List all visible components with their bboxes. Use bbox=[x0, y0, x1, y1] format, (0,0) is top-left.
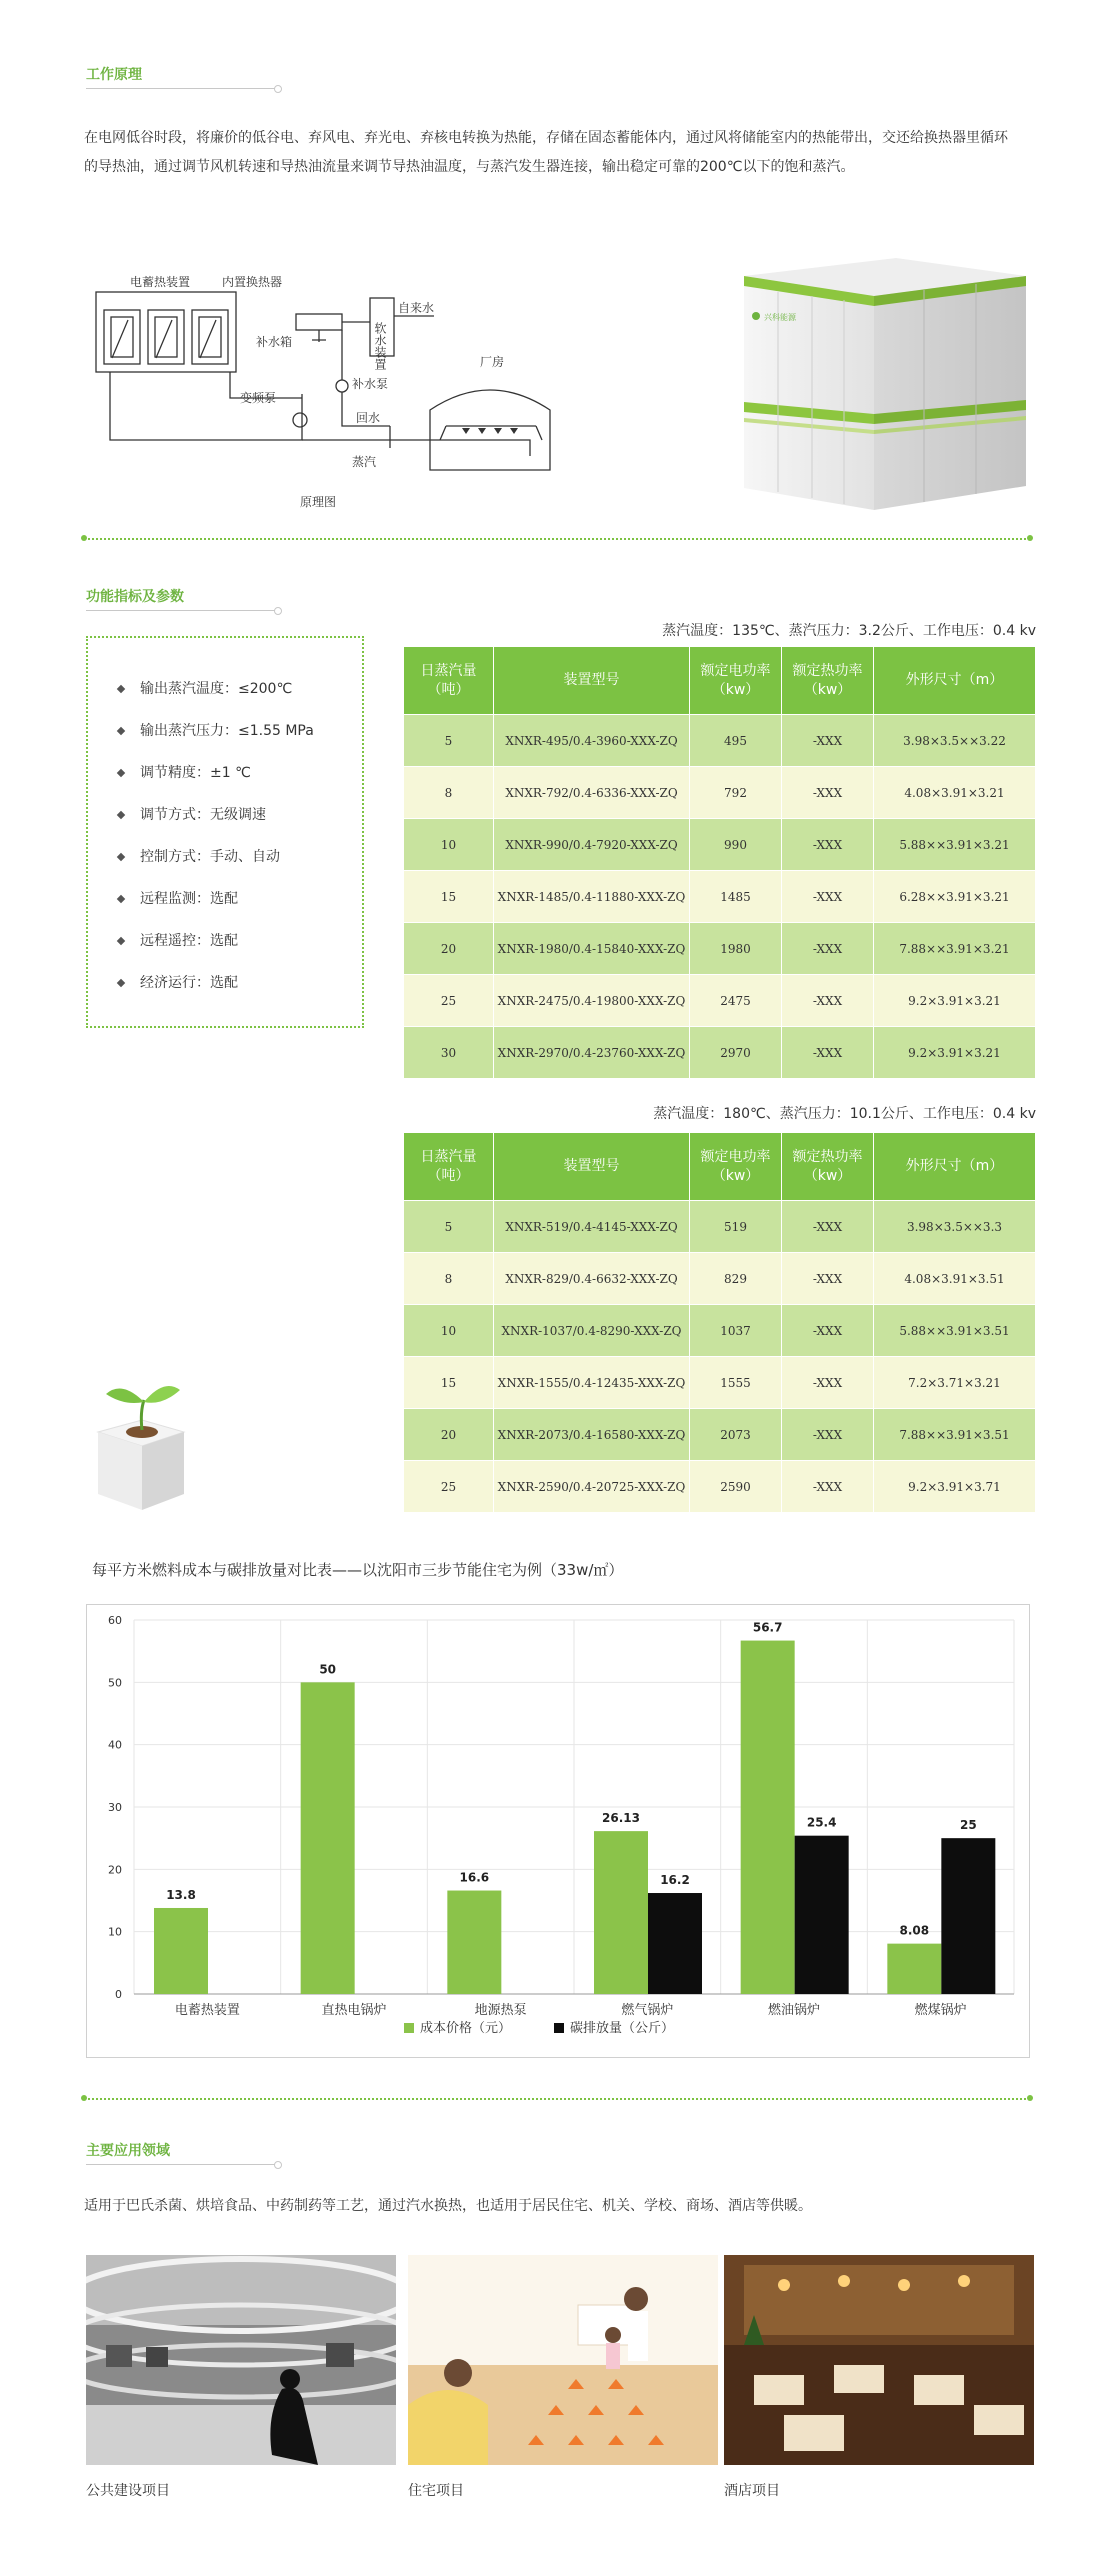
diamond-bullet-icon bbox=[117, 895, 125, 903]
table-cell: -XXX bbox=[782, 871, 874, 923]
principle-diagram bbox=[90, 270, 570, 510]
table-row bbox=[404, 819, 1036, 871]
table2-condition: 蒸汽温度：180℃、蒸汽压力：10.1公斤、工作电压：0.4 kv bbox=[653, 1106, 1036, 1122]
table-cell: XNXR-495/0.4-3960-XXX-ZQ bbox=[494, 715, 690, 767]
param-text: 调节方式：无级调速 bbox=[140, 807, 266, 823]
table-cell: 4.08×3.91×3.51 bbox=[874, 1253, 1036, 1305]
table-cell: 7.88××3.91×3.51 bbox=[874, 1409, 1036, 1461]
table-cell: XNXR-2970/0.4-23760-XXX-ZQ bbox=[494, 1027, 690, 1079]
diamond-bullet-icon bbox=[117, 727, 125, 735]
svg-text:软水装置: 软水装置 bbox=[373, 322, 387, 370]
x-tick-label: 燃气锅炉 bbox=[621, 2003, 674, 2018]
legend-swatch bbox=[404, 2023, 414, 2033]
table-cell: 9.2×3.91×3.21 bbox=[874, 1027, 1036, 1079]
param-text: 远程遥控：选配 bbox=[140, 933, 238, 949]
diamond-bullet-icon bbox=[117, 769, 125, 777]
table-row bbox=[404, 923, 1036, 975]
table-cell: -XXX bbox=[782, 1027, 874, 1079]
table-cell: -XXX bbox=[782, 1253, 874, 1305]
y-tick-label: 30 bbox=[108, 1801, 122, 1814]
table-cell: -XXX bbox=[782, 1409, 874, 1461]
data-label: 56.7 bbox=[752, 1620, 783, 1635]
table-cell: 7.88××3.91×3.21 bbox=[874, 923, 1036, 975]
photo-caption-hotel: 酒店项目 bbox=[724, 2483, 780, 2499]
diagram-caption: 原理图 bbox=[300, 495, 337, 509]
data-label: 25 bbox=[959, 1818, 977, 1833]
table-header-cell: 装置型号 bbox=[494, 1133, 690, 1201]
table-row bbox=[404, 1253, 1036, 1305]
param-text: 经济运行：选配 bbox=[140, 975, 238, 991]
param-item bbox=[118, 794, 362, 836]
bar-carbon bbox=[941, 1838, 995, 1994]
label-factory: 厂房 bbox=[480, 355, 505, 369]
label-return: 回水 bbox=[356, 411, 381, 425]
param-text: 输出蒸汽温度：≤200℃ bbox=[140, 681, 293, 697]
photo-hotel bbox=[724, 2255, 1034, 2465]
table-cell: 1555 bbox=[690, 1357, 782, 1409]
table-cell: 10 bbox=[404, 1305, 494, 1357]
param-text: 远程监测：选配 bbox=[140, 891, 238, 907]
label-tank: 补水箱 bbox=[256, 335, 293, 349]
bar-cost bbox=[741, 1641, 795, 1994]
table-cell: XNXR-2073/0.4-16580-XXX-ZQ bbox=[494, 1409, 690, 1461]
y-tick-label: 40 bbox=[108, 1738, 122, 1752]
y-tick-label: 10 bbox=[108, 1925, 122, 1939]
table-row bbox=[404, 1357, 1036, 1409]
data-label: 8.08 bbox=[899, 1923, 930, 1938]
table-cell: -XXX bbox=[782, 1357, 874, 1409]
principle-text: 在电网低谷时段，将廉价的低谷电、弃风电、弃光电、弃核电转换为热能，存储在固态蓄能体内，通过风将储能室内的热能带出，交还给换热器里循环的导热油，通过调节风机转速和导热油流量来调节导热油温度，与蒸汽发生器连接，输出稳定可靠的200℃以下的饱和蒸汽。 bbox=[84, 130, 1008, 175]
table-cell: 20 bbox=[404, 1409, 494, 1461]
data-label: 26.13 bbox=[602, 1811, 640, 1826]
table-cell: 10 bbox=[404, 819, 494, 871]
x-tick-label: 直热电锅炉 bbox=[321, 2003, 387, 2018]
table-cell: -XXX bbox=[782, 767, 874, 819]
table-cell: 3.98×3.5××3.3 bbox=[874, 1201, 1036, 1253]
bar-cost bbox=[154, 1908, 208, 1994]
table-cell: -XXX bbox=[782, 1305, 874, 1357]
label-softener bbox=[373, 322, 387, 370]
table-cell: 2590 bbox=[690, 1461, 782, 1513]
data-label: 50 bbox=[319, 1662, 337, 1677]
diamond-bullet-icon bbox=[117, 811, 125, 819]
table-cell: 829 bbox=[690, 1253, 782, 1305]
x-tick-label: 电蓄热装置 bbox=[174, 2003, 240, 2018]
table-header-row bbox=[404, 1133, 1036, 1201]
photo-caption-residential: 住宅项目 bbox=[408, 2483, 464, 2499]
param-text: 输出蒸汽压力：≤1.55 MPa bbox=[140, 723, 314, 739]
label-steam: 蒸汽 bbox=[352, 455, 377, 469]
data-label: 16.6 bbox=[459, 1870, 490, 1885]
photo-caption-public: 公共建设项目 bbox=[86, 2483, 170, 2499]
table-cell: XNXR-519/0.4-4145-XXX-ZQ bbox=[494, 1201, 690, 1253]
table-row bbox=[404, 1409, 1036, 1461]
table-row bbox=[404, 1305, 1036, 1357]
section-title-applications: 主要应用领域 bbox=[86, 2143, 170, 2159]
x-tick-label: 燃油锅炉 bbox=[767, 2003, 821, 2018]
table-cell: 25 bbox=[404, 975, 494, 1027]
x-tick-label: 燃煤锅炉 bbox=[914, 2003, 967, 2018]
table-cell: 30 bbox=[404, 1027, 494, 1079]
table-header-cell: 额定热功率（kw） bbox=[782, 647, 874, 715]
table-cell: 9.2×3.91×3.71 bbox=[874, 1461, 1036, 1513]
param-item bbox=[118, 710, 362, 752]
table-header-cell: 日蒸汽量（吨） bbox=[404, 647, 494, 715]
table-cell: XNXR-1037/0.4-8290-XXX-ZQ bbox=[494, 1305, 690, 1357]
table-cell: 15 bbox=[404, 1357, 494, 1409]
table-cell: 3.98×3.5××3.22 bbox=[874, 715, 1036, 767]
bar-cost bbox=[447, 1891, 501, 1994]
legend-label: 碳排放量（公斤） bbox=[570, 2021, 675, 2036]
table-cell: XNXR-2475/0.4-19800-XXX-ZQ bbox=[494, 975, 690, 1027]
table-row bbox=[404, 871, 1036, 923]
bar-carbon bbox=[795, 1836, 849, 1994]
photo-public-building bbox=[86, 2255, 396, 2465]
table-cell: 5.88××3.91×3.51 bbox=[874, 1305, 1036, 1357]
param-text: 调节精度：±1 ℃ bbox=[140, 765, 251, 781]
device-logo: 兴科能源 bbox=[764, 313, 796, 322]
param-item bbox=[118, 962, 362, 1004]
table-cell: 1980 bbox=[690, 923, 782, 975]
table-cell: 2475 bbox=[690, 975, 782, 1027]
table-header-cell: 日蒸汽量（吨） bbox=[404, 1133, 494, 1201]
table-cell: 9.2×3.91×3.21 bbox=[874, 975, 1036, 1027]
y-tick-label: 0 bbox=[115, 1988, 122, 2001]
table-cell: 519 bbox=[690, 1201, 782, 1253]
bar-cost bbox=[594, 1831, 648, 1994]
table-header-cell: 额定电功率（kw） bbox=[690, 647, 782, 715]
table-cell: XNXR-1555/0.4-12435-XXX-ZQ bbox=[494, 1357, 690, 1409]
table-header-cell: 额定电功率（kw） bbox=[690, 1133, 782, 1201]
section-divider bbox=[84, 2098, 1030, 2100]
table-row bbox=[404, 1027, 1036, 1079]
label-pump-make: 补水泵 bbox=[352, 377, 389, 391]
label-storage: 电蓄热装置 bbox=[130, 275, 191, 289]
table-cell: 5.88××3.91×3.21 bbox=[874, 819, 1036, 871]
y-tick-label: 20 bbox=[108, 1863, 122, 1877]
table-cell: 7.2×3.71×3.21 bbox=[874, 1357, 1036, 1409]
param-item bbox=[118, 836, 362, 878]
table-row bbox=[404, 767, 1036, 819]
table-row bbox=[404, 1201, 1036, 1253]
table-cell: 20 bbox=[404, 923, 494, 975]
table-header-cell: 外形尺寸（m） bbox=[874, 647, 1036, 715]
diamond-bullet-icon bbox=[117, 979, 125, 987]
table-cell: 1485 bbox=[690, 871, 782, 923]
table-cell: 25 bbox=[404, 1461, 494, 1513]
photo-residential bbox=[408, 2255, 718, 2465]
table-row bbox=[404, 1461, 1036, 1513]
param-item bbox=[118, 878, 362, 920]
spec-table-135 bbox=[403, 646, 1036, 1079]
table-cell: 990 bbox=[690, 819, 782, 871]
table-cell: 792 bbox=[690, 767, 782, 819]
param-list bbox=[118, 668, 362, 1004]
table-cell: 6.28××3.91×3.21 bbox=[874, 871, 1036, 923]
table-cell: 15 bbox=[404, 871, 494, 923]
param-item bbox=[118, 752, 362, 794]
legend-label: 成本价格（元） bbox=[420, 2021, 512, 2036]
section-title-params: 功能指标及参数 bbox=[86, 589, 184, 605]
section-title-underline bbox=[86, 2164, 276, 2165]
diamond-bullet-icon bbox=[117, 853, 125, 861]
data-label: 16.2 bbox=[660, 1873, 690, 1888]
table-cell: XNXR-1485/0.4-11880-XXX-ZQ bbox=[494, 871, 690, 923]
table-cell: -XXX bbox=[782, 1461, 874, 1513]
section-title-underline bbox=[86, 88, 276, 89]
table-cell: 8 bbox=[404, 767, 494, 819]
table-cell: -XXX bbox=[782, 819, 874, 871]
device-image bbox=[740, 252, 1030, 514]
bar-carbon bbox=[648, 1893, 702, 1994]
table-header-cell: 装置型号 bbox=[494, 647, 690, 715]
table-cell: 4.08×3.91×3.21 bbox=[874, 767, 1036, 819]
bar-cost bbox=[887, 1944, 941, 1994]
label-pump-var: 变频泵 bbox=[240, 391, 277, 405]
diamond-bullet-icon bbox=[117, 685, 125, 693]
table-cell: -XXX bbox=[782, 923, 874, 975]
x-tick-label: 地源热泵 bbox=[474, 2003, 527, 2018]
table-cell: 8 bbox=[404, 1253, 494, 1305]
chart-title: 每平方米燃料成本与碳排放量对比表——以沈阳市三步节能住宅为例（33w/㎡） bbox=[92, 1561, 624, 1579]
label-tap: 自来水 bbox=[398, 301, 435, 315]
section-title-underline bbox=[86, 610, 276, 611]
applications-text: 适用于巴氏杀菌、烘培食品、中药制药等工艺，通过汽水换热，也适用于居民住宅、机关、学校、商场、酒店等供暖。 bbox=[84, 2198, 812, 2214]
data-label: 13.8 bbox=[166, 1887, 196, 1902]
section-title-principle: 工作原理 bbox=[86, 67, 142, 83]
spec-table-180 bbox=[403, 1132, 1036, 1513]
table-cell: 5 bbox=[404, 1201, 494, 1253]
sprout-cube-image bbox=[92, 1372, 188, 1512]
data-label: 25.4 bbox=[806, 1815, 837, 1830]
table-cell: XNXR-1980/0.4-15840-XXX-ZQ bbox=[494, 923, 690, 975]
param-text: 控制方式：手动、自动 bbox=[140, 849, 280, 865]
table-cell: -XXX bbox=[782, 975, 874, 1027]
diamond-bullet-icon bbox=[117, 937, 125, 945]
label-exchanger: 内置换热器 bbox=[222, 275, 283, 289]
table-cell: XNXR-990/0.4-7920-XXX-ZQ bbox=[494, 819, 690, 871]
bar-cost bbox=[301, 1682, 355, 1994]
bar-chart bbox=[86, 1604, 1030, 2058]
table-header-cell: 额定热功率（kw） bbox=[782, 1133, 874, 1201]
table-cell: XNXR-792/0.4-6336-XXX-ZQ bbox=[494, 767, 690, 819]
table-row bbox=[404, 715, 1036, 767]
table-cell: XNXR-2590/0.4-20725-XXX-ZQ bbox=[494, 1461, 690, 1513]
table-row bbox=[404, 975, 1036, 1027]
table-cell: 5 bbox=[404, 715, 494, 767]
table-header-row bbox=[404, 647, 1036, 715]
table-cell: 1037 bbox=[690, 1305, 782, 1357]
table-cell: -XXX bbox=[782, 715, 874, 767]
section-divider bbox=[84, 538, 1030, 540]
table-header-cell: 外形尺寸（m） bbox=[874, 1133, 1036, 1201]
table-cell: 2970 bbox=[690, 1027, 782, 1079]
table-cell: 495 bbox=[690, 715, 782, 767]
param-item bbox=[118, 668, 362, 710]
param-box bbox=[86, 636, 364, 1028]
table-cell: 2073 bbox=[690, 1409, 782, 1461]
table-cell: -XXX bbox=[782, 1201, 874, 1253]
y-tick-label: 60 bbox=[108, 1614, 122, 1627]
y-tick-label: 50 bbox=[108, 1676, 122, 1690]
table1-condition: 蒸汽温度：135℃、蒸汽压力：3.2公斤、工作电压：0.4 kv bbox=[662, 623, 1036, 639]
table-cell: XNXR-829/0.4-6632-XXX-ZQ bbox=[494, 1253, 690, 1305]
legend-swatch bbox=[554, 2023, 564, 2033]
param-item bbox=[118, 920, 362, 962]
